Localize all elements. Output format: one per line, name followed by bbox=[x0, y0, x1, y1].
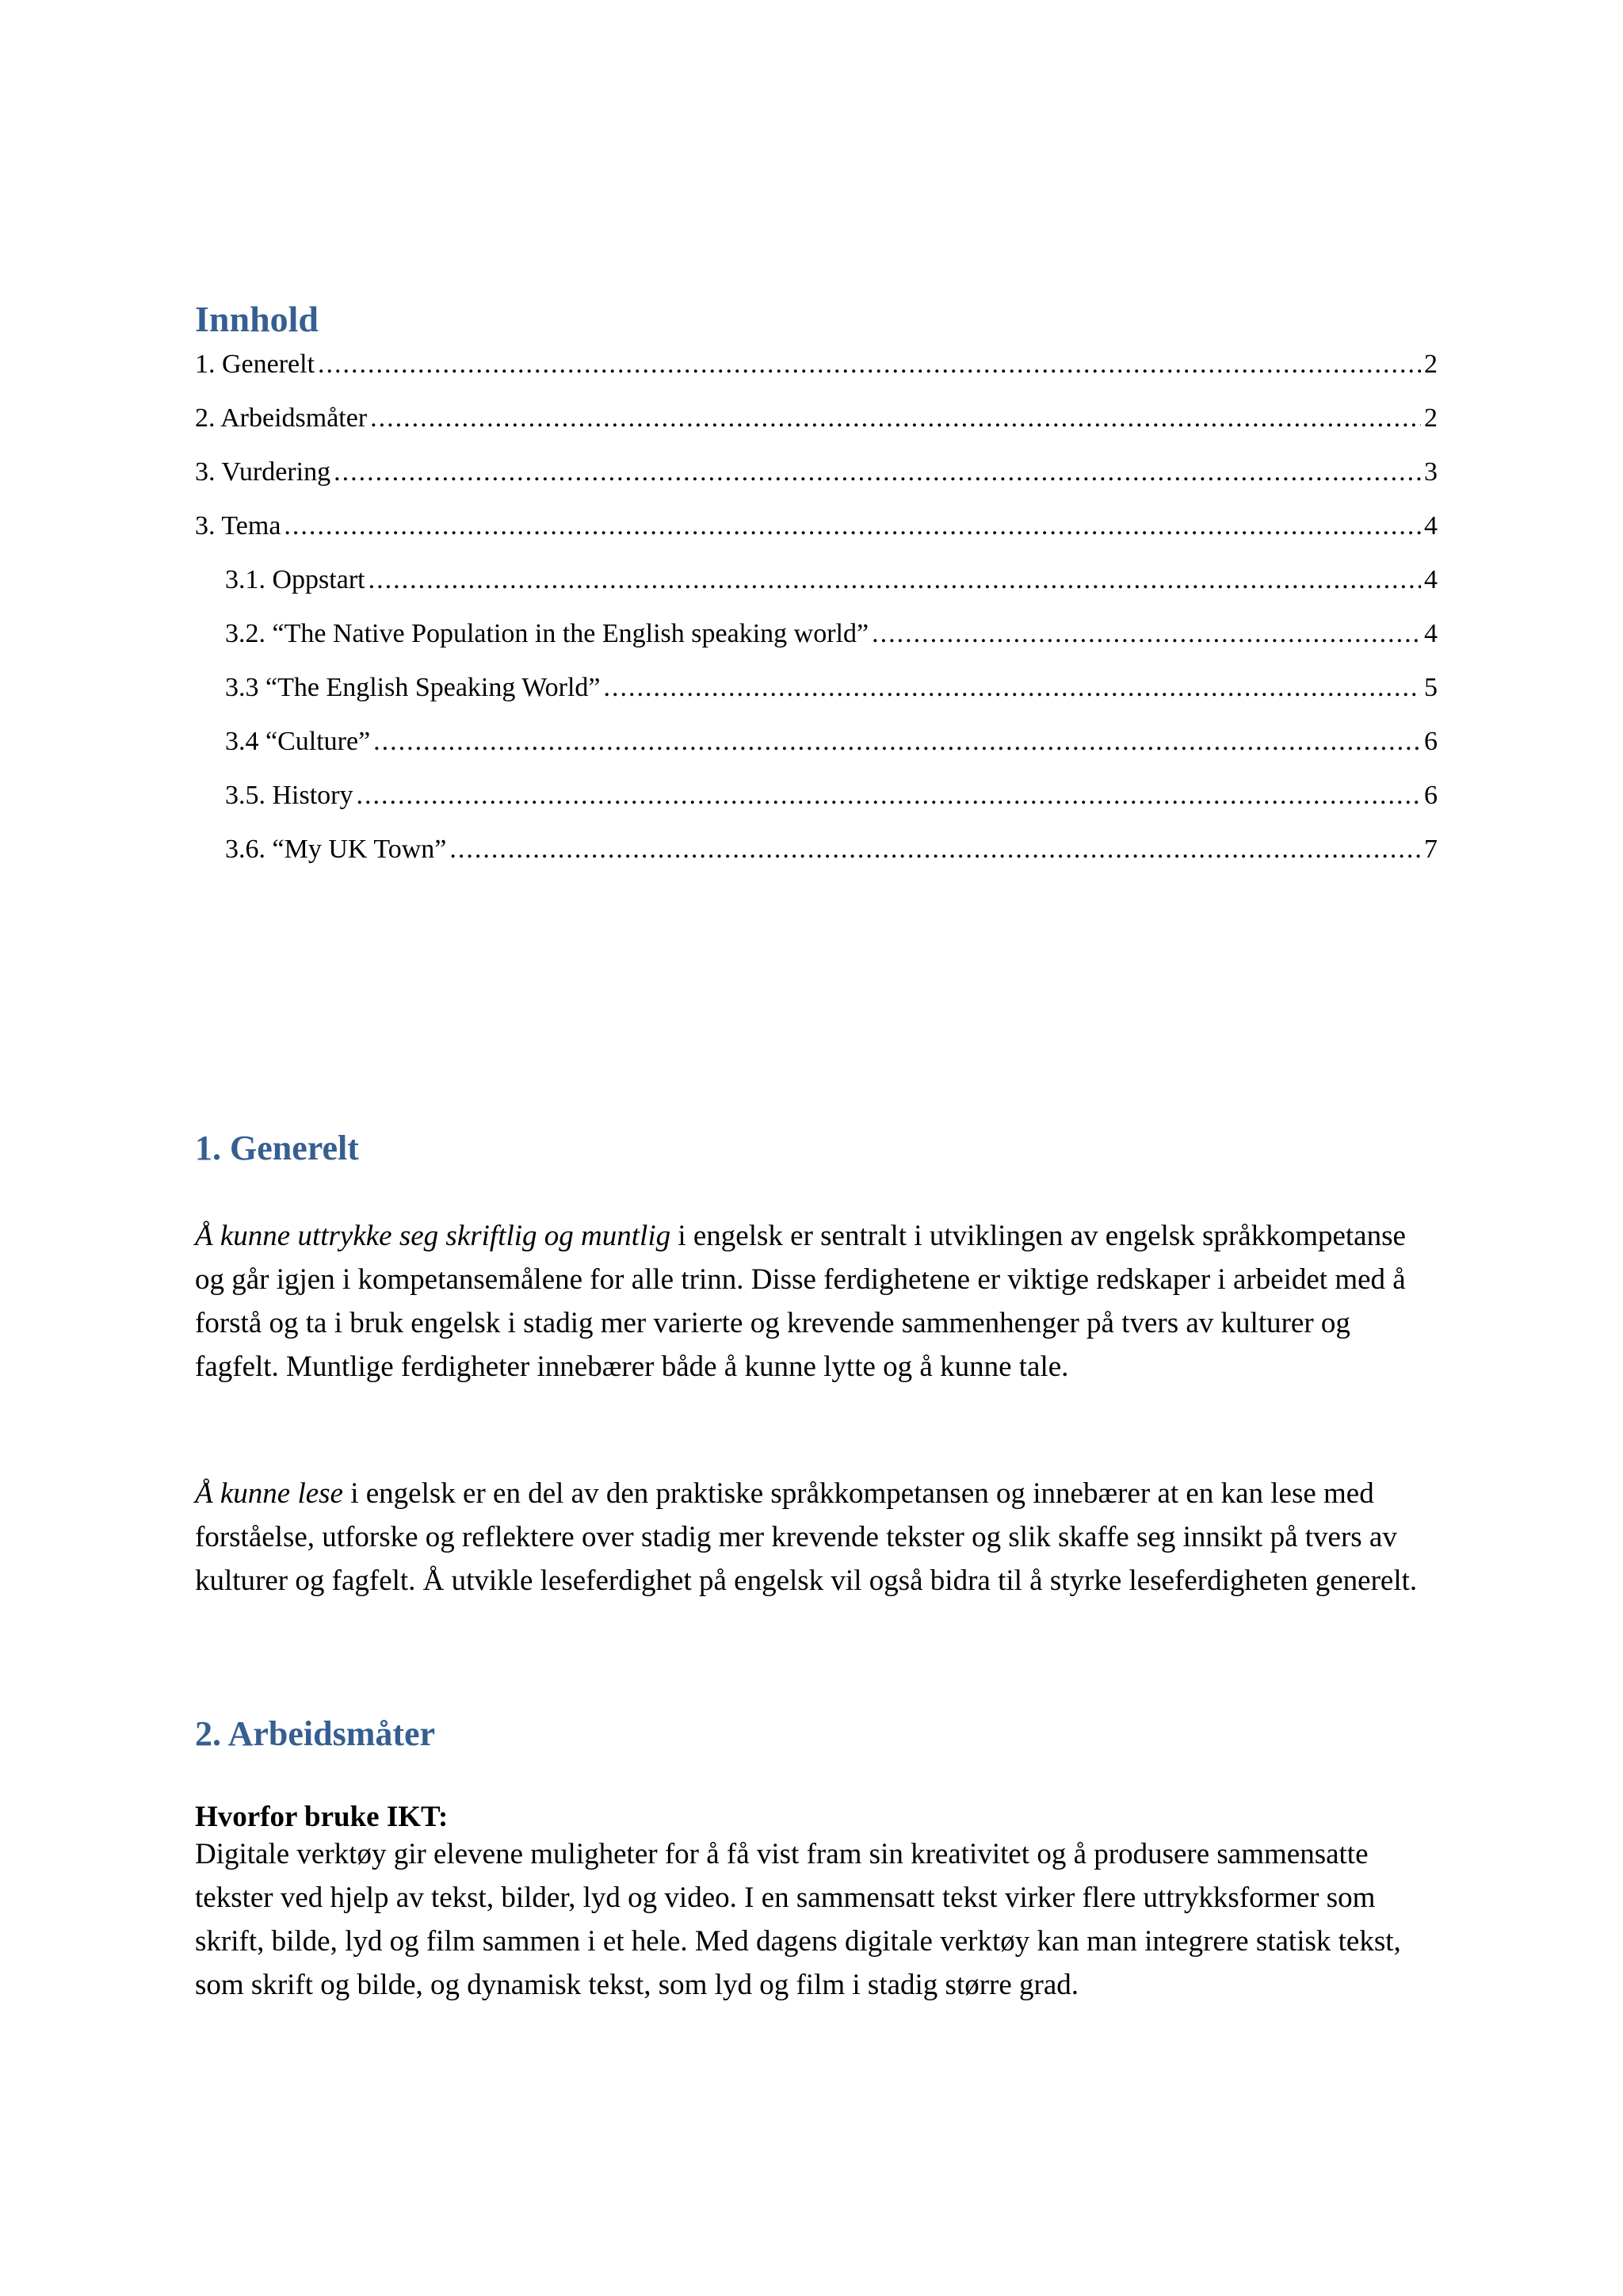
toc-entry-text: 3.2. “The Native Population in the English speaking world” bbox=[225, 619, 869, 648]
toc-title: Innhold bbox=[195, 299, 319, 339]
toc-entry-page: 6 bbox=[1424, 727, 1438, 756]
toc-entry-page: 3 bbox=[1424, 457, 1438, 487]
toc-entry-arbeidsmater[interactable] bbox=[195, 403, 1438, 434]
paragraph-body: i engelsk er en del av den praktiske språkkompetansen og innebærer at en kan lese med forståelse, utforske og reflektere over stadig mer krevende tekster og slik skaffe seg innsikt på tvers av kulturer og fagfelt. Å utvikle leseferdighet på engelsk vil også bidra til å styrke leseferdigheten generelt. bbox=[195, 1477, 1418, 1597]
paragraph-lead-italic: Å kunne lese bbox=[195, 1477, 343, 1510]
toc-entry-page: 4 bbox=[1424, 511, 1438, 541]
toc-entry-history[interactable] bbox=[225, 780, 1438, 812]
toc-leader-dots bbox=[318, 349, 1421, 380]
toc-entry-english-speaking-world[interactable] bbox=[225, 672, 1438, 704]
toc-leader-dots bbox=[449, 834, 1421, 865]
toc-entry-page: 4 bbox=[1424, 619, 1438, 648]
toc-leader-dots bbox=[334, 457, 1421, 488]
toc-leader-dots bbox=[604, 672, 1422, 704]
toc-entry-text: 3. Vurdering bbox=[195, 457, 331, 487]
toc-entry-page: 4 bbox=[1424, 565, 1438, 594]
toc-entry-page: 7 bbox=[1424, 835, 1438, 864]
toc-leader-dots bbox=[284, 510, 1421, 542]
section-heading-arbeidsmater: 2. Arbeidsmåter bbox=[195, 1714, 436, 1753]
toc-entry-page: 6 bbox=[1424, 781, 1438, 810]
section-heading-generelt: 1. Generelt bbox=[195, 1129, 359, 1167]
toc-entry-text: 3.5. History bbox=[225, 781, 353, 810]
toc-entry-page: 5 bbox=[1424, 673, 1438, 702]
paragraph-lead-italic: Å kunne uttrykke seg skriftlig og muntlig bbox=[195, 1220, 671, 1252]
toc-entry-culture[interactable] bbox=[225, 726, 1438, 758]
toc-entry-tema[interactable] bbox=[195, 510, 1438, 542]
toc-entry-generelt[interactable] bbox=[195, 349, 1438, 380]
toc-entry-text: 3.1. Oppstart bbox=[225, 565, 365, 594]
toc-entry-text: 3.3 “The English Speaking World” bbox=[225, 673, 601, 702]
toc-entry-text: 3. Tema bbox=[195, 511, 281, 541]
toc-entry-my-uk-town[interactable] bbox=[225, 834, 1438, 865]
subheading-ikt: Hvorfor bruke IKT: bbox=[195, 1801, 449, 1833]
paragraph-digitale-verktoy: Digitale verktøy gir elevene muligheter for å få vist fram sin kreativitet og å produsere sammensatte tekster ved hjelp av tekst, bilder, lyd og video. I en sammensatt tekst virker flere uttrykksformer som skrift, bilde, lyd og film sammen i et hele. Med dagens digitale verktøy kan man integrere statisk tekst, som skrift og bilde, og dynamisk tekst, som lyd og film i stadig større grad. bbox=[195, 1838, 1401, 2001]
paragraph-body: i engelsk er sentralt i utviklingen av engelsk språkkompetanse og går igjen i kompetansemålene for alle trinn. Disse ferdighetene er viktige redskaper i arbeidet med å forstå og ta i bruk engelsk i stadig mer varierte og krevende sammenhenger på tvers av kulturer og fagfelt. Muntlige ferdigheter innebærer både å kunne lytte og å kunne tale. bbox=[195, 1220, 1406, 1383]
toc-entry-page: 2 bbox=[1424, 350, 1438, 379]
toc-entry-page: 2 bbox=[1424, 403, 1438, 433]
toc-entry-vurdering[interactable] bbox=[195, 457, 1438, 488]
paragraph-muntlig-skriftlig bbox=[195, 1214, 1439, 1389]
toc-leader-dots bbox=[370, 403, 1421, 434]
toc-entry-oppstart[interactable] bbox=[225, 564, 1438, 596]
toc-entry-text: 2. Arbeidsmåter bbox=[195, 403, 368, 433]
toc-leader-dots bbox=[373, 726, 1421, 758]
paragraph-lese bbox=[195, 1472, 1439, 1603]
toc-entry-native-population[interactable] bbox=[225, 618, 1438, 650]
toc-leader-dots bbox=[369, 564, 1421, 596]
toc-leader-dots bbox=[357, 780, 1422, 812]
toc-entry-text: 1. Generelt bbox=[195, 350, 315, 379]
toc-leader-dots bbox=[872, 618, 1421, 650]
toc-entry-text: 3.4 “Culture” bbox=[225, 727, 371, 756]
toc-entry-text: 3.6. “My UK Town” bbox=[225, 835, 447, 864]
